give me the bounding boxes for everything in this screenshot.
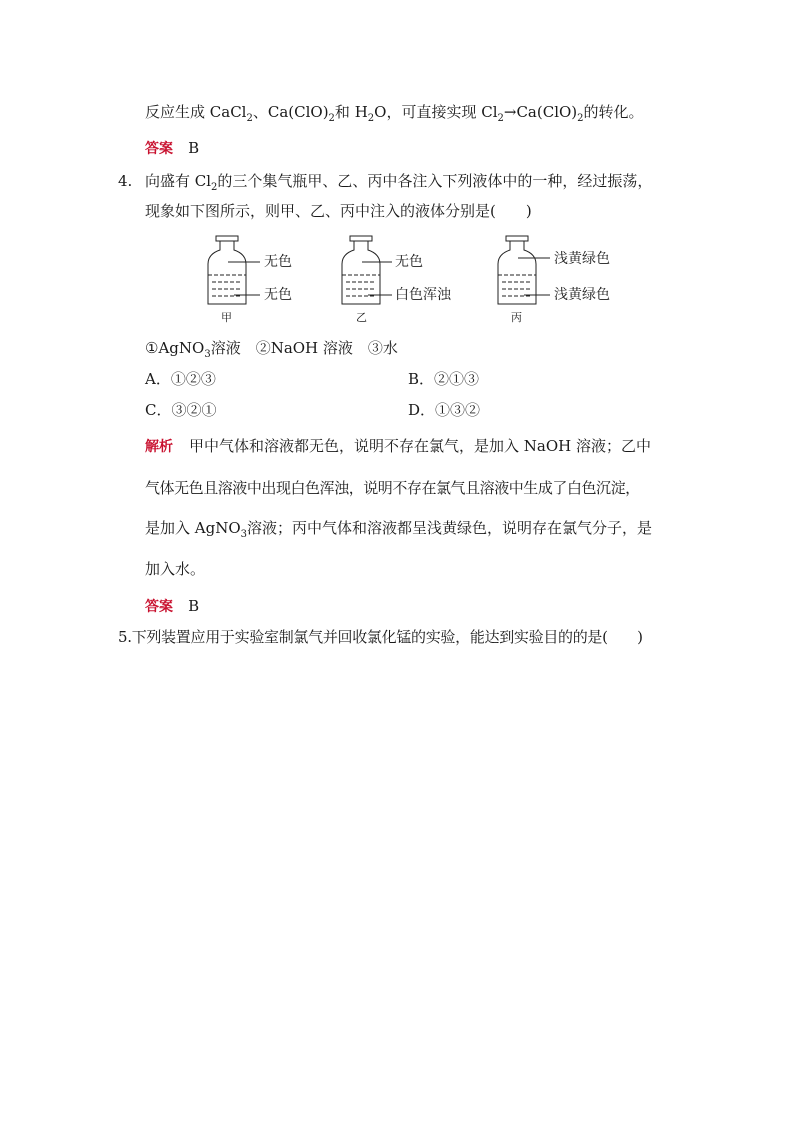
option-c: C．③②① xyxy=(145,401,217,419)
analysis-line-3: 是加入 AgNO$_3$溶液；丙中气体和溶液都呈浅黄绿色，说明存在氯气分子，是 xyxy=(145,519,653,540)
bottle-bing xyxy=(498,236,550,304)
question-5-stem: 5.下列装置应用于实验室制氯气并回收氯化锰的实验，能达到实验目的的是( ) xyxy=(118,628,643,646)
option-a: A．①②③ xyxy=(145,370,216,388)
liquids-list: ①AgNO$_3$溶液 ②NaOH 溶液 ③水 xyxy=(145,339,398,360)
answer-value: B xyxy=(188,597,200,615)
bottles-figure xyxy=(180,230,650,330)
bottle-jia-top-label: 无色 xyxy=(264,254,292,270)
bottle-jia-caption: 甲 xyxy=(221,311,232,324)
analysis-line-4: 加入水。 xyxy=(145,560,206,578)
answer-value: B xyxy=(188,139,200,157)
analysis-label: 解析 xyxy=(145,439,173,455)
prev-answer xyxy=(145,138,199,158)
q4-answer xyxy=(145,596,199,616)
analysis-line-1: 解析 甲中气体和溶液都无色，说明不存在氯气，是加入 NaOH 溶液；乙中 xyxy=(145,437,651,455)
option-b: B．②①③ xyxy=(408,370,480,388)
bottle-bing-bottom-label: 浅黄绿色 xyxy=(554,287,610,303)
prev-analysis-line: 反应生成 CaCl$_2$、$Ca(ClO)_2$和 $H_2O$，可直接实现 $Cl_2\to Ca(ClO)_2$的转化。 xyxy=(145,103,644,124)
bottle-yi-caption: 乙 xyxy=(356,311,367,324)
question-number: 4. xyxy=(118,172,133,190)
option-d: D．①③② xyxy=(408,401,481,419)
analysis-line-2: 气体无色且溶液中出现白色浑浊，说明不存在氯气且溶液中生成了白色沉淀， xyxy=(145,479,640,497)
bottle-jia xyxy=(208,236,260,304)
answer-label: 答案 xyxy=(145,141,173,157)
question-stem-line-1: 向盛有 $Cl_2$的三个集气瓶甲、乙、丙中各注入下列液体中的一种，经过振荡， xyxy=(145,172,653,193)
bottle-bing-caption: 丙 xyxy=(511,311,522,324)
question-stem-line-2: 现象如下图所示，则甲、乙、丙中注入的液体分别是( ) xyxy=(145,202,532,220)
bottle-yi xyxy=(342,236,392,304)
bottle-yi-bottom-label: 白色浑浊 xyxy=(395,287,451,303)
bottle-yi-top-label: 无色 xyxy=(395,254,423,270)
bottle-bing-top-label: 浅黄绿色 xyxy=(554,251,610,267)
bottle-jia-bottom-label: 无色 xyxy=(264,287,292,303)
answer-label: 答案 xyxy=(145,599,173,615)
